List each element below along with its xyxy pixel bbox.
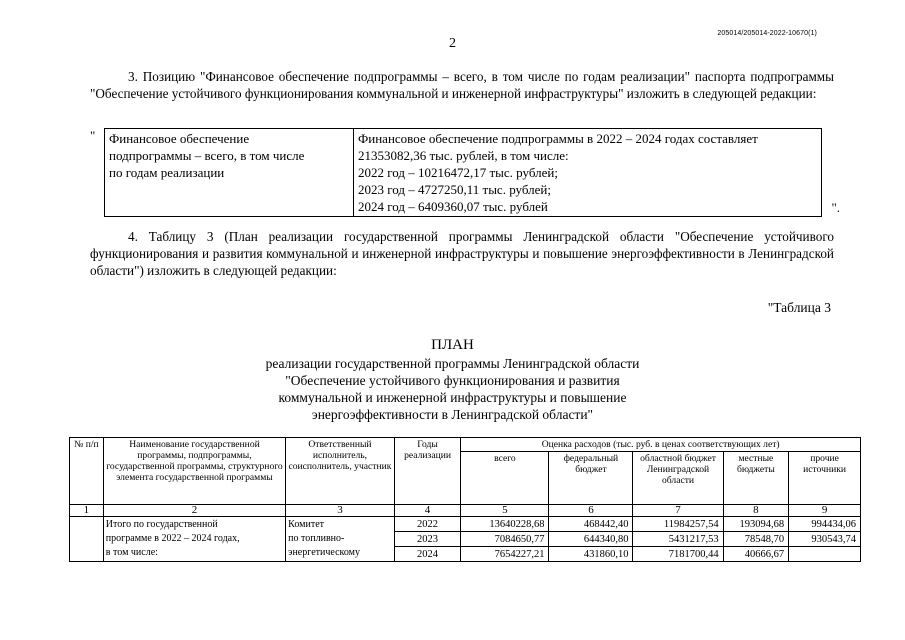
local-cell: 193094,68 bbox=[723, 517, 789, 532]
year-cell: 2023 bbox=[394, 532, 461, 547]
header-estimate: Оценка расходов (тыс. руб. в ценах соответствующих лет) bbox=[461, 438, 861, 452]
column-number: 6 bbox=[549, 505, 633, 517]
passport-right-line: 2022 год – 10216472,17 тыс. рублей; bbox=[358, 165, 558, 180]
header-executor: Ответственный исполнитель, соисполнитель, участник bbox=[286, 438, 395, 505]
item-3-paragraph bbox=[90, 68, 834, 102]
plan-heading-line: "Обеспечение устойчивого функционирования и развития bbox=[285, 373, 620, 388]
row-executor-cell bbox=[286, 517, 395, 562]
local-cell: 40666,67 bbox=[723, 547, 789, 562]
row-name-line: Итого по государственной bbox=[105, 519, 218, 530]
column-number: 2 bbox=[103, 505, 285, 517]
column-number: 4 bbox=[394, 505, 461, 517]
passport-block bbox=[90, 128, 840, 218]
item-4-paragraph bbox=[90, 228, 834, 279]
total-cell: 7654227,21 bbox=[461, 547, 549, 562]
column-number: 7 bbox=[633, 505, 723, 517]
passport-left-line: по годам реализации bbox=[109, 165, 225, 180]
column-number: 3 bbox=[286, 505, 395, 517]
row-name-line: в том числе: bbox=[105, 547, 158, 558]
other-cell bbox=[789, 547, 861, 562]
plan-heading-line: коммунальной и инженерной инфраструктуры и повышение bbox=[278, 390, 627, 405]
header-federal: федеральный бюджет bbox=[549, 452, 633, 505]
regional-cell: 11984257,54 bbox=[633, 517, 723, 532]
column-number: 5 bbox=[461, 505, 549, 517]
row-executor-line: по топливно- bbox=[288, 533, 345, 544]
row-name-cell bbox=[103, 517, 285, 562]
header-regional: областной бюджет Ленинградской области bbox=[633, 452, 723, 505]
column-number: 8 bbox=[723, 505, 789, 517]
header-name: Наименование государственной программы, подпрограммы, государственной программы, структурного элемента государственной программы bbox=[103, 438, 285, 505]
federal-cell: 644340,80 bbox=[549, 532, 633, 547]
plan-heading bbox=[0, 335, 905, 423]
other-cell: 930543,74 bbox=[789, 532, 861, 547]
row-name-line: программе в 2022 – 2024 годах, bbox=[105, 533, 240, 544]
header-total: всего bbox=[461, 452, 549, 505]
row-num-cell bbox=[70, 517, 104, 562]
header-other: прочие источники bbox=[789, 452, 861, 505]
passport-right-line: 2023 год – 4727250,11 тыс. рублей; bbox=[358, 182, 551, 197]
other-cell: 994434,06 bbox=[789, 517, 861, 532]
local-cell: 78548,70 bbox=[723, 532, 789, 547]
federal-cell: 431860,10 bbox=[549, 547, 633, 562]
passport-open-quote: " bbox=[90, 128, 96, 143]
item-4-text: 4. Таблицу 3 (План реализации государственной программы Ленинградской области "Обеспечение устойчивого функционирования и развития коммунальной и инженерной инфраструктуры и повышение энергоэффективности в Ленинградской области") изложить в следующей редакции: bbox=[90, 229, 834, 278]
total-cell: 13640228,68 bbox=[461, 517, 549, 532]
year-cell: 2022 bbox=[394, 517, 461, 532]
passport-right-cell bbox=[354, 129, 822, 217]
passport-right-line: 21353082,36 тыс. рублей, в том числе: bbox=[358, 148, 569, 163]
passport-table bbox=[104, 128, 822, 217]
passport-left-line: Финансовое обеспечение bbox=[109, 131, 250, 146]
column-number: 9 bbox=[789, 505, 861, 517]
regional-cell: 5431217,53 bbox=[633, 532, 723, 547]
total-cell: 7084650,77 bbox=[461, 532, 549, 547]
header-local: местные бюджеты bbox=[723, 452, 789, 505]
plan-heading-line: энергоэффективности в Ленинградской области" bbox=[311, 407, 594, 422]
plan-heading-line: реализации государственной программы Ленинградской области bbox=[265, 356, 640, 371]
row-executor-line: энергетическому bbox=[288, 547, 361, 558]
header-years: Годы реализации bbox=[394, 438, 461, 505]
passport-left-line: подпрограммы – всего, в том числе bbox=[109, 148, 305, 163]
passport-right-line: 2024 год – 6409360,07 тыс. рублей bbox=[358, 199, 548, 214]
row-executor-line: Комитет bbox=[288, 519, 324, 530]
plan-title: ПЛАН bbox=[431, 337, 474, 353]
column-number: 1 bbox=[70, 505, 104, 517]
table-row bbox=[70, 517, 861, 532]
plan-table bbox=[69, 437, 861, 562]
passport-left-cell bbox=[105, 129, 354, 217]
passport-close-quote: ". bbox=[831, 200, 840, 215]
table-label: "Таблица 3 bbox=[767, 300, 831, 315]
document-id: 205014/205014-2022-10670(1) bbox=[717, 30, 817, 37]
item-3-text: 3. Позицию "Финансовое обеспечение подпрограммы – всего, в том числе по годам реализации" паспорта подпрограммы "Обеспечение устойчивого функционирования коммунальной и инженерной инфраструктуры" изложить в следующей редакции: bbox=[90, 69, 834, 101]
federal-cell: 468442,40 bbox=[549, 517, 633, 532]
year-cell: 2024 bbox=[394, 547, 461, 562]
regional-cell: 7181700,44 bbox=[633, 547, 723, 562]
page-number: 2 bbox=[449, 36, 456, 51]
header-num: № п/п bbox=[70, 438, 104, 505]
column-numbers-row bbox=[70, 505, 861, 517]
passport-right-line: Финансовое обеспечение подпрограммы в 2022 – 2024 годах составляет bbox=[358, 131, 758, 146]
